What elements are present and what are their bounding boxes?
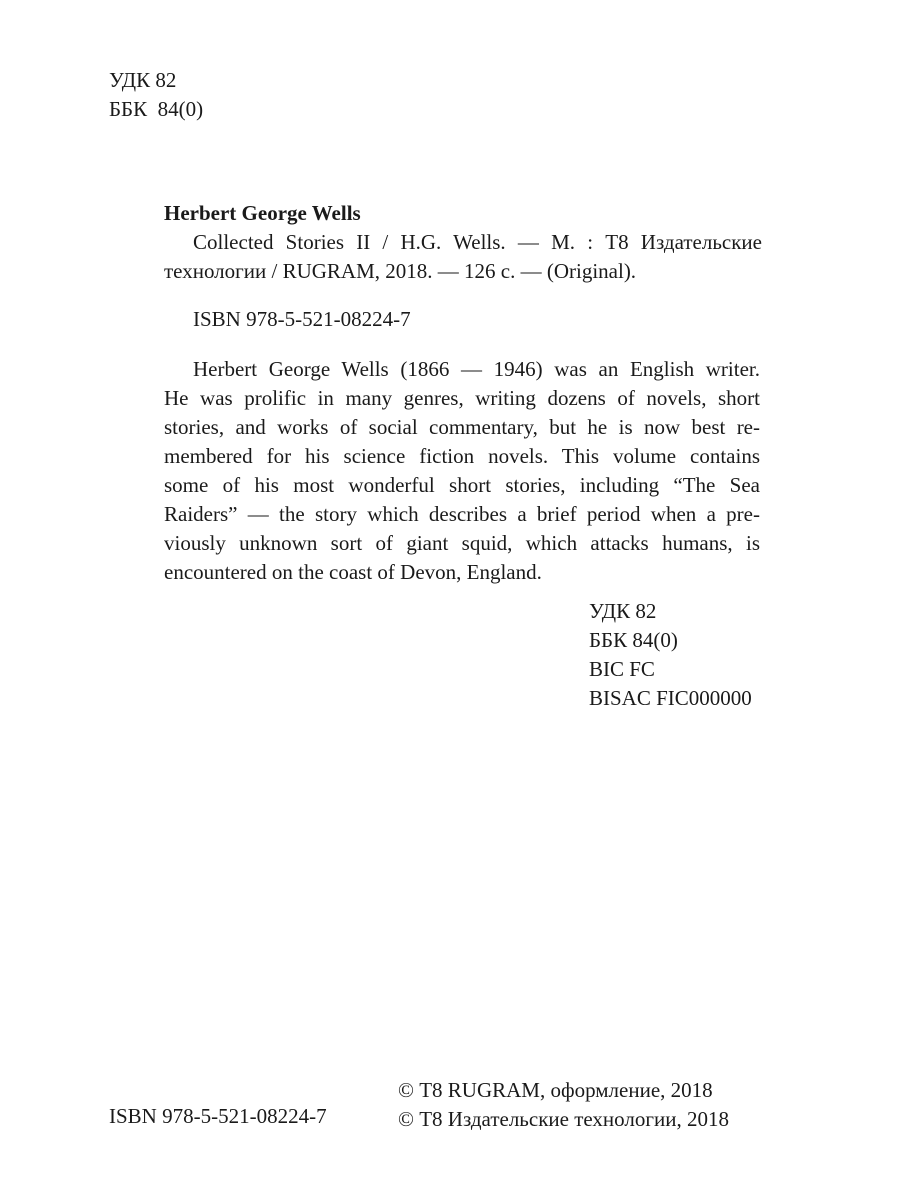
record-line-1: Collected Stories II / H.G. Wells. — М. : Т8 Издательские (193, 230, 762, 254)
abstract-line: encountered on the coast of Devon, England. (164, 560, 542, 584)
bottom-isbn-text: ISBN 978-5-521-08224-7 (109, 1104, 327, 1128)
bottom-isbn (109, 1102, 327, 1131)
bic-code: BIC FC (589, 657, 655, 681)
top-bbk-code: ББК 84(0) (109, 97, 204, 121)
abstract-line: viously unknown sort of giant squid, which attacks humans, is (164, 531, 760, 555)
bbk-code: ББК 84(0) (589, 628, 678, 652)
bibliographic-record (164, 199, 762, 286)
bisac-code: BISAC FIC000000 (589, 686, 752, 710)
abstract-line: stories, and works of social commentary, but he is now best re- (164, 415, 760, 439)
copyright-design: © Т8 RUGRAM, оформление, 2018 (398, 1078, 713, 1102)
copyright-publisher: © Т8 Издательские технологии, 2018 (398, 1107, 729, 1131)
abstract-line: Herbert George Wells (1866 — 1946) was an English writer. (193, 357, 760, 381)
isbn-main-text: ISBN 978-5-521-08224-7 (193, 307, 411, 331)
abstract-paragraph (164, 355, 760, 587)
isbn-main (193, 305, 411, 334)
abstract-line: He was prolific in many genres, writing dozens of novels, short (164, 386, 760, 410)
classification-codes-block (589, 597, 752, 713)
copyright-block (398, 1076, 729, 1134)
abstract-line: Raiders” — the story which describes a brief period when a pre- (164, 502, 760, 526)
udk-code: УДК 82 (589, 599, 657, 623)
top-udk-code: УДК 82 (109, 68, 177, 92)
top-classification-block (109, 66, 203, 124)
abstract-line: some of his most wonderful short stories, including “The Sea (164, 473, 760, 497)
abstract-line: membered for his science fiction novels. This volume contains (164, 444, 760, 468)
author-heading: Herbert George Wells (164, 201, 361, 225)
record-line-2: технологии / RUGRAM, 2018. — 126 с. — (Original). (164, 259, 637, 283)
